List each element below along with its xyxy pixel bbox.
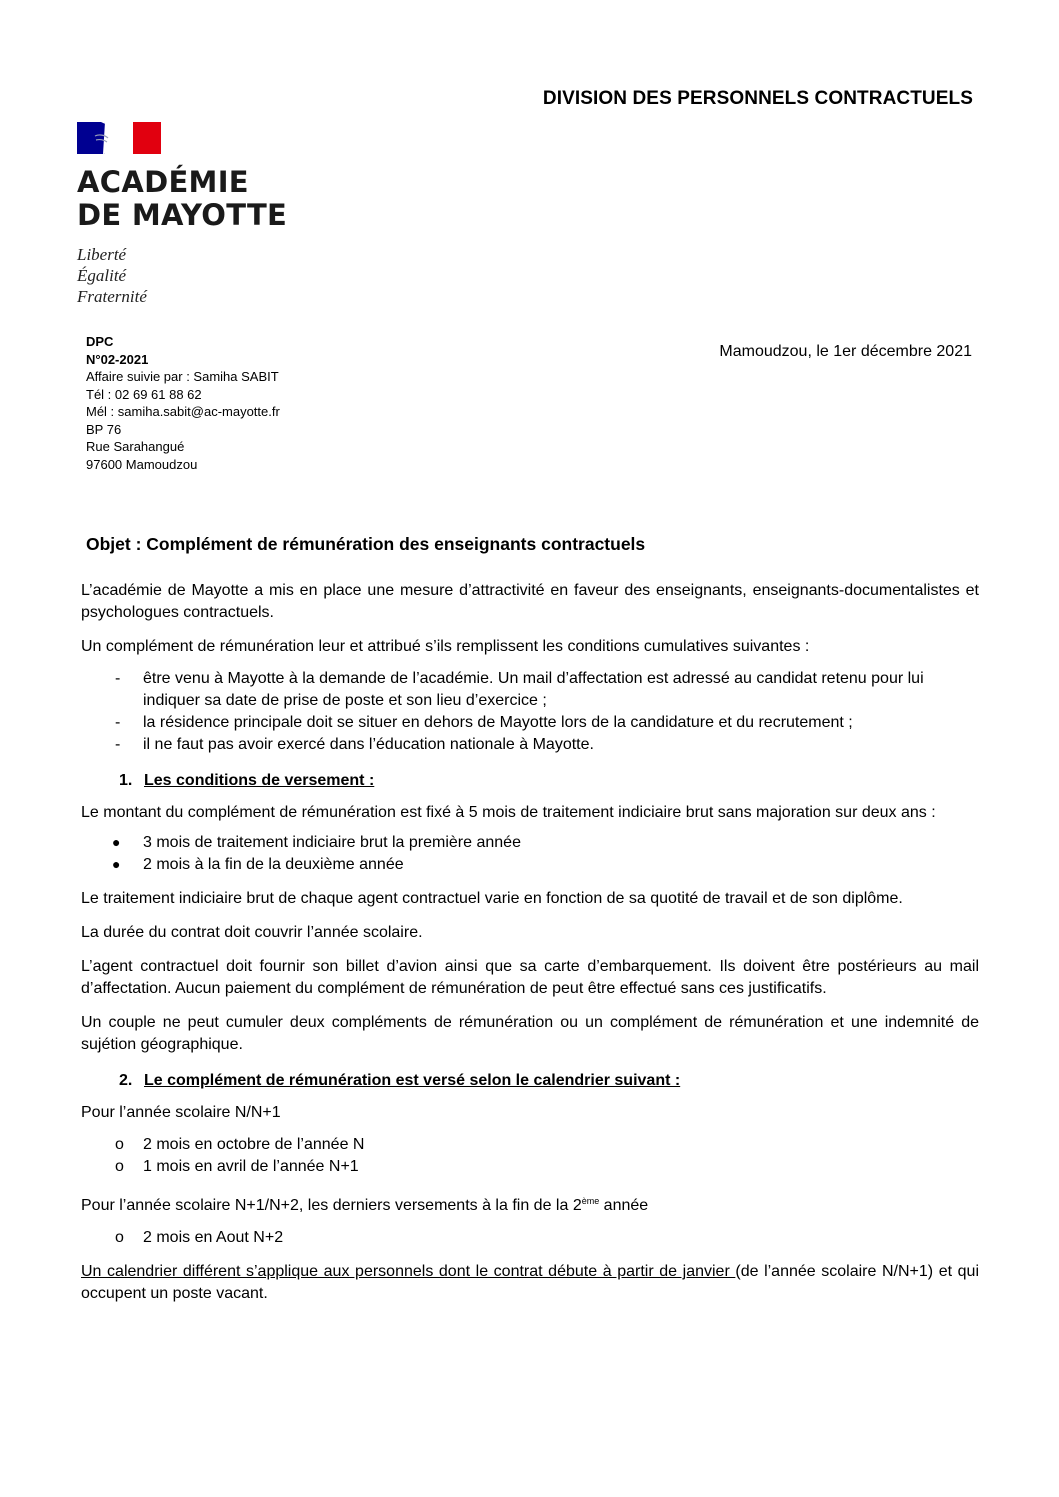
section-heading-1: 1. Les conditions de versement : [119, 772, 375, 789]
list-item: o 2 mois en Aout N+2 [115, 1229, 284, 1246]
academie-logo [77, 122, 317, 307]
paragraph: L’agent contractuel doit fournir son billet d’avion ainsi que sa carte d’embarquement. Ils doivent être postérieurs au mail d’affectation. Aucun paiement du complément de rémunération de peut être effectué sans ces justificatifs. [81, 958, 979, 997]
year2-list [81, 1227, 979, 1249]
academie-name: ACADÉMIE DE MAYOTTE [77, 165, 288, 232]
paragraph: Le traitement indiciaire brut de chaque agent contractuel varie en fonction de sa quotité de travail et de son diplôme. [81, 890, 903, 907]
paragraph: Un complément de rémunération leur et attribué s’ils remplissent les conditions cumulatives suivantes : [81, 638, 810, 655]
letter-date: Mamoudzou, le 1er décembre 2021 [719, 343, 972, 360]
division-title: DIVISION DES PERSONNELS CONTRACTUELS [542, 88, 973, 109]
subject-line: Objet : Complément de rémunération des enseignants contractuels [86, 534, 646, 554]
paragraph: La durée du contrat doit couvrir l’année scolaire. [81, 924, 423, 941]
list-item: o 2 mois en octobre de l’année N [115, 1136, 365, 1153]
letter-body [81, 580, 979, 1317]
amount-list [81, 832, 979, 876]
section-heading-2: 2. Le complément de rémunération est versé selon le calendrier suivant : [119, 1072, 681, 1089]
service-code: DPC [86, 334, 114, 349]
contact-line: 97600 Mamoudzou [86, 456, 198, 472]
paragraph: Le montant du complément de rémunération est fixé à 5 mois de traitement indiciaire brut sans majoration sur deux ans : [81, 804, 936, 821]
contact-line: Mél : samiha.sabit@ac-mayotte.fr [86, 404, 280, 419]
paragraph: Pour l’année scolaire N/N+1 [81, 1104, 281, 1121]
paragraph: Un calendrier différent s’applique aux personnels dont le contrat débute à partir de janvier (de l’année scolaire N/N+1) et qui occupent un poste vacant. [81, 1263, 979, 1302]
year1-list [81, 1134, 979, 1178]
list-item: - la résidence principale doit se situer en dehors de Mayotte lors de la candidature et du recrutement ; [115, 714, 853, 731]
list-item: ● 3 mois de traitement indiciaire brut la première année [112, 834, 521, 851]
contact-line: Affaire suivie par : Samiha SABIT [86, 369, 279, 384]
paragraph: Pour l’année scolaire N+1/N+2, les derniers versements à la fin de la 2ème année [81, 1196, 649, 1214]
contact-line: Rue Sarahangué [86, 439, 185, 454]
republic-motto: Liberté Égalité Fraternité [77, 245, 147, 306]
list-item: ● 2 mois à la fin de la deuxième année [112, 856, 404, 873]
paragraph: L’académie de Mayotte a mis en place une mesure d’attractivité en faveur des enseignants, enseignants-documentalistes et psychologues contractuels. [81, 582, 979, 621]
contact-line: Tél : 02 69 61 88 62 [86, 386, 202, 402]
sender-block [86, 333, 280, 473]
marianne-flag-icon [77, 122, 161, 154]
conditions-list [81, 668, 979, 756]
paragraph: Un couple ne peut cumuler deux compléments de rémunération ou un complément de rémunération et une indemnité de sujétion géographique. [81, 1014, 979, 1053]
contact-line: BP 76 [86, 421, 122, 437]
reference-number: N°02-2021 [86, 351, 149, 367]
list-item: o 1 mois en avril de l’année N+1 [115, 1158, 359, 1175]
list-item: - il ne faut pas avoir exercé dans l’éducation nationale à Mayotte. [115, 736, 594, 753]
list-item: - être venu à Mayotte à la demande de l’académie. Un mail d’affectation est adressé au candidat retenu pour lui indiquer sa date de prise de poste et son lieu d’exercice ; [115, 670, 924, 709]
